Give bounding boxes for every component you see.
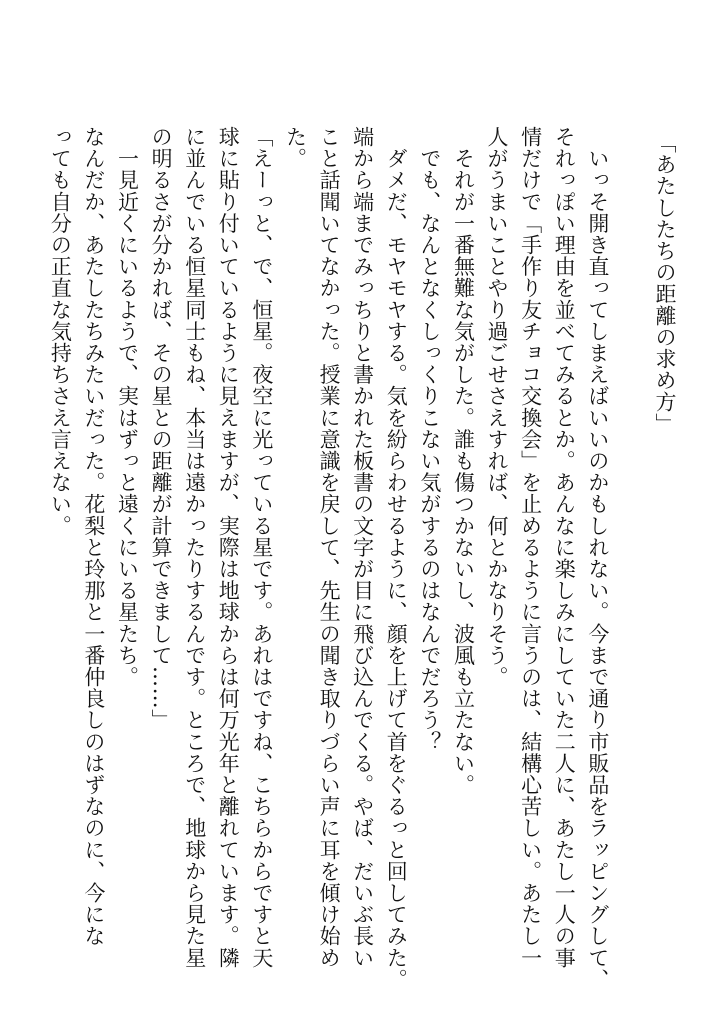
paragraph-line: 情だけで「手作り友チョコ交換会」を止めるように言うのは、結構心苦しい。あたし一 bbox=[518, 126, 543, 969]
paragraph-line: 人がうまいことやり過ごせさえすれば、何とかなりそう。 bbox=[485, 126, 510, 688]
paragraph-line: っても自分の正直な気持ちさえ言えない。 bbox=[48, 126, 73, 537]
paragraph-line: 端から端までみっちりと書かれた板書の文字が目に飛び込んでくる。やば、だいぶ長い bbox=[350, 126, 375, 969]
paragraph-line: それっぽい理由を並べてみるとか。あんなに楽しみにしていた二人に、あたし一人の事 bbox=[552, 126, 577, 969]
dialogue-line: の明るさが分かれば、その星との距離が計算できまして……」 bbox=[149, 126, 174, 731]
dialogue-line: 「えーっと、で、恒星。夜空に光っている星です。あれはですね、こちらからですと天 bbox=[249, 126, 274, 969]
paragraph-line: それが一番無難な気がした。誰も傷つかないし、波風も立たない。 bbox=[451, 126, 476, 796]
dialogue-line: 球に貼り付いているように見えますが、実際は地球からは何万光年と離れています。隣 bbox=[216, 126, 241, 969]
paragraph-line: た。 bbox=[283, 126, 308, 170]
paragraph-line: 一見近くにいるようで、実はずっと遠くにいる星たち。 bbox=[115, 126, 140, 688]
dialogue-line: に並んでいる恒星同士もね、本当は遠かったりするんです。ところで、地球から見た星 bbox=[182, 126, 207, 969]
vertical-text-body bbox=[43, 126, 681, 990]
paragraph-line: なんだか、あたしたちみたいだった。花梨と玲那と一番仲良しのはずなのに、今にな bbox=[81, 126, 106, 947]
chapter-title: 「あたしたちの距離の求め方」 bbox=[653, 132, 677, 435]
paragraph-line: でも、なんとなくしっくりこない気がするのはなんでだろう？ bbox=[417, 126, 442, 753]
paragraph-line: こと話聞いてなかった。授業に意識を戻して、先生の聞き取りづらい声に耳を傾け始め bbox=[317, 126, 342, 969]
paragraph-line: ダメだ、モヤモヤする。気を紛らわせるように、顔を上げて首をぐるっと回してみた。 bbox=[384, 126, 409, 990]
paragraph-line: いっそ開き直ってしまえばいいのかもしれない。今まで通り市販品をラッピングして、 bbox=[585, 126, 610, 990]
blank-line bbox=[614, 126, 648, 926]
